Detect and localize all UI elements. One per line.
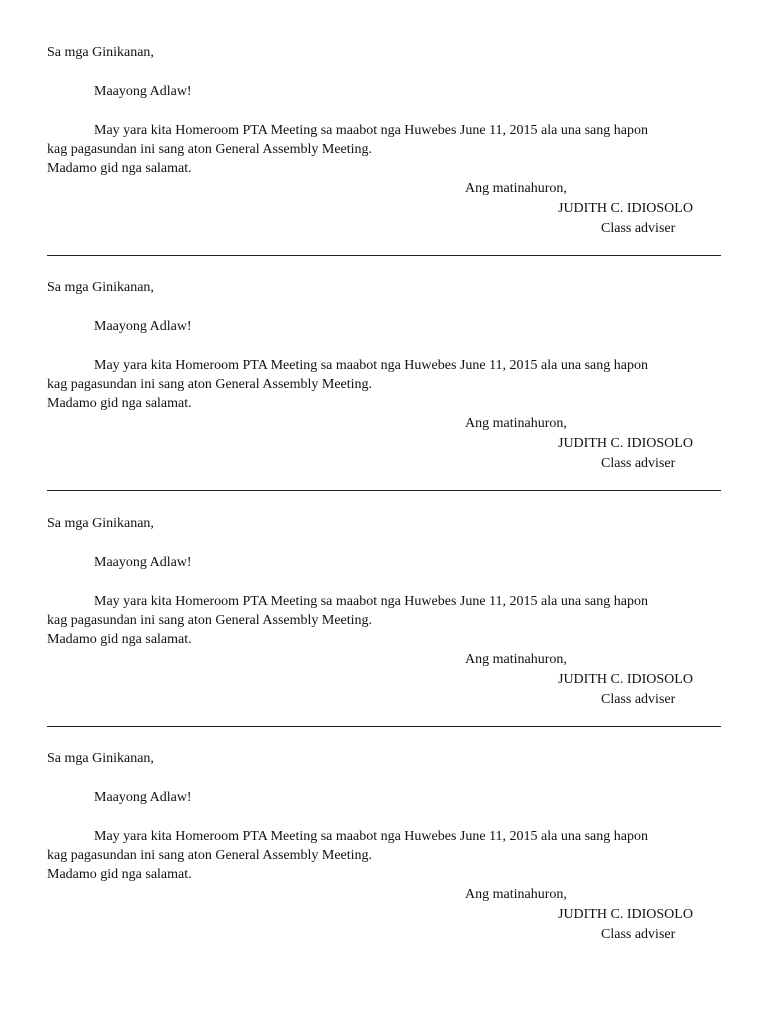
thanks-line: Madamo gid nga salamat. bbox=[47, 396, 192, 411]
cut-line-1 bbox=[47, 255, 721, 256]
closing-line: Ang matinahuron, bbox=[465, 416, 567, 431]
thanks-line: Madamo gid nga salamat. bbox=[47, 867, 192, 882]
message-line-2: kag pagasundan ini sang aton General Assembly Meeting. bbox=[47, 613, 373, 628]
signer-role: Class adviser bbox=[601, 692, 676, 707]
salutation: Sa mga Ginikanan, bbox=[47, 516, 154, 531]
greeting: Maayong Adlaw! bbox=[94, 790, 192, 805]
notice-4 bbox=[0, 749, 768, 969]
signer-name: JUDITH C. IDIOSOLO bbox=[558, 672, 693, 687]
signer-name: JUDITH C. IDIOSOLO bbox=[558, 201, 693, 216]
salutation: Sa mga Ginikanan, bbox=[47, 280, 154, 295]
message-line-2: kag pagasundan ini sang aton General Assembly Meeting. bbox=[47, 142, 373, 157]
notice-3 bbox=[0, 514, 768, 734]
signer-role: Class adviser bbox=[601, 456, 676, 471]
thanks-line: Madamo gid nga salamat. bbox=[47, 161, 192, 176]
closing-line: Ang matinahuron, bbox=[465, 181, 567, 196]
cut-line-2 bbox=[47, 490, 721, 491]
message-line-2: kag pagasundan ini sang aton General Assembly Meeting. bbox=[47, 848, 373, 863]
closing-line: Ang matinahuron, bbox=[465, 652, 567, 667]
message-line-2: kag pagasundan ini sang aton General Assembly Meeting. bbox=[47, 377, 373, 392]
signer-role: Class adviser bbox=[601, 221, 676, 236]
notice-2 bbox=[0, 278, 768, 498]
salutation: Sa mga Ginikanan, bbox=[47, 751, 154, 766]
greeting: Maayong Adlaw! bbox=[94, 319, 192, 334]
signer-name: JUDITH C. IDIOSOLO bbox=[558, 907, 693, 922]
salutation: Sa mga Ginikanan, bbox=[47, 45, 154, 60]
signer-role: Class adviser bbox=[601, 927, 676, 942]
notice-1 bbox=[0, 43, 768, 263]
message-line-1: May yara kita Homeroom PTA Meeting sa maabot nga Huwebes June 11, 2015 ala una sang hapon bbox=[94, 358, 648, 373]
message-line-1: May yara kita Homeroom PTA Meeting sa maabot nga Huwebes June 11, 2015 ala una sang hapon bbox=[94, 594, 648, 609]
closing-line: Ang matinahuron, bbox=[465, 887, 567, 902]
greeting: Maayong Adlaw! bbox=[94, 84, 192, 99]
message-line-1: May yara kita Homeroom PTA Meeting sa maabot nga Huwebes June 11, 2015 ala una sang hapon bbox=[94, 123, 648, 138]
greeting: Maayong Adlaw! bbox=[94, 555, 192, 570]
cut-line-3 bbox=[47, 726, 721, 727]
signer-name: JUDITH C. IDIOSOLO bbox=[558, 436, 693, 451]
message-line-1: May yara kita Homeroom PTA Meeting sa maabot nga Huwebes June 11, 2015 ala una sang hapon bbox=[94, 829, 648, 844]
thanks-line: Madamo gid nga salamat. bbox=[47, 632, 192, 647]
